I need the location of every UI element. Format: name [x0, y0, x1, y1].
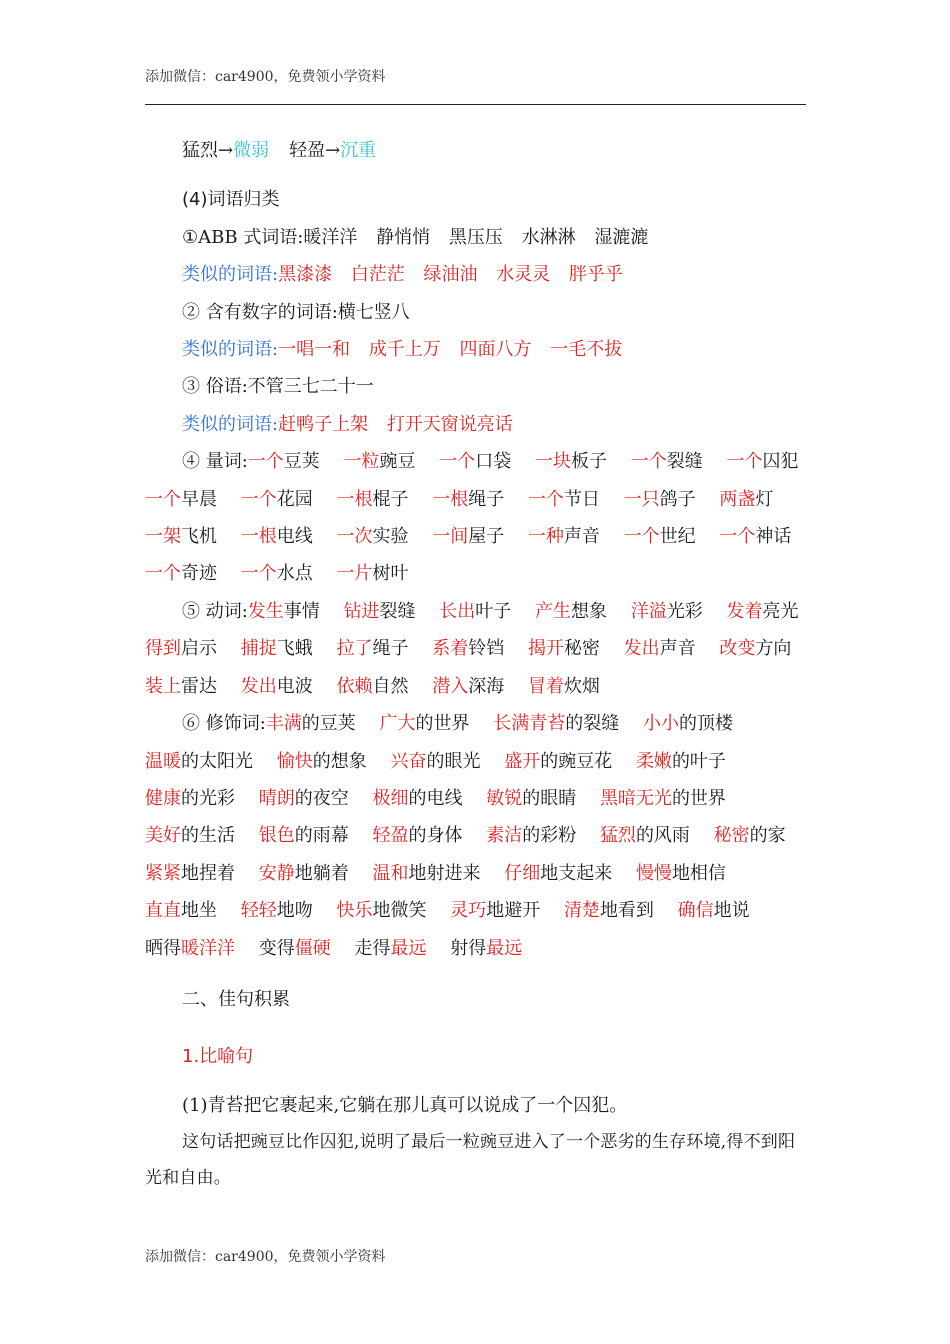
word: 四面八方 — [459, 339, 532, 361]
measure-highlight: 一个 — [240, 488, 277, 510]
verb-phrase — [145, 638, 217, 659]
modifier-highlight: 小小 — [643, 713, 679, 735]
header-note: 添加微信：car4900，免费领小学资料 — [145, 69, 386, 85]
verb-highlight: 发生 — [247, 600, 284, 622]
measure-highlight: 一个 — [527, 488, 564, 510]
measure-highlight: 一间 — [432, 526, 469, 548]
measure-phrase-text: 屋子 — [468, 526, 505, 548]
measure-highlight: 一个 — [240, 563, 277, 585]
modifier-highlight: 丰满 — [265, 713, 302, 735]
measure-phrase-text: 早晨 — [181, 488, 217, 510]
word: 白茫茫 — [350, 264, 405, 286]
measure-label: ④ 量词: — [182, 451, 248, 473]
measure-phrase-text: 囚犯 — [762, 451, 799, 473]
modifier-highlight: 愉快 — [276, 750, 313, 772]
verb-phrase-text: 秘密 — [563, 638, 600, 660]
modifier-phrase — [486, 825, 576, 846]
verb-phrase — [528, 638, 600, 659]
abb-line — [145, 219, 810, 256]
measure-phrase-text: 电线 — [276, 526, 313, 548]
verb-phrase-text: 自然 — [372, 675, 409, 697]
modifier-phrase-text: 的雨幕 — [294, 825, 349, 847]
modifier-phrase — [145, 788, 235, 809]
modifier-phrase — [600, 825, 690, 846]
modifier-highlight: 柔嫩 — [635, 750, 672, 772]
modifier-phrase-text: 的裂缝 — [565, 713, 620, 735]
measure-highlight: 一架 — [145, 526, 181, 548]
modifier-phrase-text: 的眼光 — [426, 750, 481, 772]
modifier-highlight: 紧紧 — [145, 862, 181, 884]
measure-paragraph — [145, 443, 810, 593]
antonym-answer: 沉重 — [340, 140, 377, 161]
verb-phrase-text: 光彩 — [666, 600, 703, 622]
modifier-phrase — [380, 713, 470, 734]
verb-phrase — [241, 676, 313, 697]
modifier-highlight: 晴朗 — [258, 787, 295, 809]
measure-phrase — [432, 526, 504, 547]
verb-phrase-text: 炊烟 — [563, 675, 600, 697]
word: 一毛不拔 — [550, 339, 623, 361]
verb-phrase-text: 想象 — [571, 600, 607, 622]
measure-phrase-text: 豆荚 — [283, 451, 320, 473]
verb-highlight: 产生 — [535, 600, 571, 622]
verb-highlight: 发出 — [623, 638, 660, 660]
modifier-phrase-text: 的豆荚 — [301, 713, 356, 735]
modifier-highlight: 确信 — [677, 900, 714, 922]
similar-label: 类似的词语: — [182, 264, 279, 286]
measure-phrase — [528, 526, 600, 547]
modifier-phrase — [145, 900, 217, 921]
modifier-phrase-text: 变得 — [258, 937, 295, 959]
verb-phrase — [726, 601, 798, 622]
verb-highlight: 揭开 — [527, 638, 564, 660]
numbers-line — [145, 294, 810, 331]
proverb-label: ③ 俗语: — [182, 376, 248, 398]
modifier-phrase-text: 的眼睛 — [522, 787, 577, 809]
header-divider — [145, 104, 806, 105]
word: 暖洋洋 — [303, 226, 358, 248]
modifier-phrase — [259, 825, 349, 846]
modifier-highlight: 美好 — [145, 825, 181, 847]
verb-phrase — [432, 676, 504, 697]
measure-phrase — [528, 489, 600, 510]
modifier-phrase — [493, 713, 619, 734]
measure-phrase-text: 灯 — [755, 488, 774, 510]
measure-highlight: 一个 — [719, 526, 756, 548]
verb-phrase — [336, 638, 408, 659]
antonym-answer: 微弱 — [233, 140, 270, 161]
verb-phrase-text: 亮光 — [762, 600, 799, 622]
proverb-line — [145, 368, 810, 405]
measure-phrase — [336, 489, 408, 510]
measure-highlight: 一根 — [240, 526, 277, 548]
verb-phrase — [336, 676, 408, 697]
antonym-line — [145, 132, 810, 169]
verb-highlight: 长出 — [439, 600, 476, 622]
modifier-phrase-text: 地支起来 — [540, 862, 613, 884]
modifier-phrase — [564, 900, 654, 921]
measure-highlight: 一根 — [336, 488, 373, 510]
modifier-phrase — [486, 788, 576, 809]
measure-highlight: 一次 — [336, 526, 373, 548]
measure-highlight: 一个 — [145, 563, 181, 585]
verbs-label: ⑤ 动词: — [182, 600, 248, 622]
verb-phrase — [439, 601, 511, 622]
antonym-word: 猛烈 — [182, 140, 218, 161]
word: 赶鸭子上架 — [278, 413, 369, 435]
modifier-highlight: 轻轻 — [240, 900, 277, 922]
modifier-phrase — [336, 900, 426, 921]
modifier-phrase — [504, 863, 612, 884]
measure-phrase-text: 节日 — [563, 488, 600, 510]
modifier-phrase-text: 地说 — [713, 900, 750, 922]
measure-phrase-text: 花园 — [276, 488, 313, 510]
measure-phrase — [726, 451, 798, 472]
measure-highlight: 一块 — [535, 451, 571, 473]
arrow: → — [218, 140, 234, 161]
verb-phrase-text: 裂缝 — [379, 600, 416, 622]
modifier-phrase-text: 的彩粉 — [522, 825, 577, 847]
modifier-phrase-text: 走得 — [354, 937, 391, 959]
measure-phrase-text: 世纪 — [659, 526, 696, 548]
modifier-highlight: 素洁 — [486, 825, 523, 847]
verb-phrase-text: 飞蛾 — [276, 638, 313, 660]
verb-phrase-text: 事情 — [283, 600, 320, 622]
modifier-phrase — [266, 713, 356, 734]
modifier-phrase-text: 射得 — [450, 937, 487, 959]
verb-highlight: 拉了 — [336, 638, 373, 660]
modifier-highlight: 秘密 — [713, 825, 750, 847]
modifier-phrase-text: 地吻 — [276, 900, 313, 922]
measure-phrase — [241, 526, 313, 547]
modifier-phrase-text: 的顶楼 — [679, 713, 733, 735]
simile-title: 1.比喻句 — [182, 1045, 254, 1067]
measure-phrase-text: 飞机 — [181, 526, 217, 548]
modifier-phrase — [714, 825, 786, 846]
word: 绿油油 — [423, 264, 478, 286]
measure-phrase-text: 水点 — [276, 563, 313, 585]
measure-phrase — [336, 526, 408, 547]
modifier-phrase-text: 的生活 — [181, 825, 235, 847]
measure-highlight: 一种 — [527, 526, 564, 548]
measure-phrase-text: 绳子 — [468, 488, 505, 510]
modifier-highlight: 最远 — [390, 937, 427, 959]
measure-phrase-text: 板子 — [571, 451, 607, 473]
modifier-phrase-text: 的叶子 — [671, 750, 726, 772]
verb-highlight: 冒着 — [527, 675, 564, 697]
modifier-highlight: 清楚 — [563, 900, 600, 922]
section-title: 二、佳句积累 — [182, 988, 290, 1010]
verb-phrase-text: 电波 — [276, 675, 313, 697]
modifiers-label: ⑥ 修饰词: — [182, 713, 266, 735]
modifier-highlight: 黑暗无光 — [599, 787, 672, 809]
modifier-phrase — [372, 825, 462, 846]
modifier-phrase-text: 的世界 — [415, 713, 470, 735]
measure-phrase — [145, 563, 217, 584]
modifier-phrase — [145, 938, 235, 959]
measure-phrase-text: 实验 — [372, 526, 409, 548]
modifier-phrase-text: 的夜空 — [294, 787, 349, 809]
measure-highlight: 一个 — [726, 451, 763, 473]
modifier-phrase-text: 地微笑 — [372, 900, 427, 922]
numbers-similar-line — [145, 331, 810, 368]
measure-phrase — [336, 563, 408, 584]
measure-phrase-text: 棍子 — [372, 488, 409, 510]
simile-sentence: (1)青苔把它裹起来,它躺在那儿真可以说成了一个囚犯。 — [182, 1094, 628, 1116]
verb-phrase — [145, 676, 217, 697]
modifier-highlight: 广大 — [379, 713, 416, 735]
word: 一唱一和 — [278, 339, 351, 361]
measure-highlight: 两盏 — [719, 488, 756, 510]
modifier-phrase-text: 的光彩 — [181, 787, 235, 809]
modifier-highlight: 暖洋洋 — [181, 937, 235, 959]
modifier-phrase-text: 晒得 — [145, 937, 181, 959]
measure-phrase — [241, 563, 313, 584]
similar-label: 类似的词语: — [182, 413, 279, 435]
verb-phrase — [344, 601, 416, 622]
measure-highlight: 一只 — [623, 488, 660, 510]
word: 成千上万 — [368, 339, 441, 361]
modifier-highlight: 长满青苔 — [493, 713, 566, 735]
word: 不管三七二十一 — [247, 376, 374, 398]
verb-highlight: 捕捉 — [240, 638, 277, 660]
modifier-phrase — [145, 825, 235, 846]
modifier-phrase — [372, 788, 462, 809]
verb-phrase — [624, 638, 696, 659]
measure-highlight: 一粒 — [343, 451, 380, 473]
modifier-phrase-text: 的世界 — [671, 787, 726, 809]
measure-phrase-text: 声音 — [563, 526, 600, 548]
verb-phrase — [528, 676, 600, 697]
modifier-phrase — [390, 751, 480, 772]
modifier-highlight: 僵硬 — [294, 937, 331, 959]
word: 横七竖八 — [337, 301, 410, 323]
modifier-phrase — [450, 900, 540, 921]
antonym-word: 轻盈 — [289, 140, 326, 161]
verbs-paragraph — [145, 593, 810, 705]
modifiers-paragraph — [145, 705, 810, 967]
measure-phrase — [719, 489, 773, 510]
modifier-highlight: 兴奋 — [390, 750, 427, 772]
proverb-similar-line — [145, 406, 810, 443]
measure-phrase — [535, 451, 607, 472]
measure-phrase — [248, 451, 320, 472]
modifier-highlight: 极细 — [372, 787, 409, 809]
modifier-phrase-text: 地射进来 — [408, 862, 481, 884]
measure-phrase — [719, 526, 791, 547]
measure-highlight: 一个 — [247, 451, 284, 473]
classify-title: (4)词语归类 — [182, 189, 280, 211]
modifier-phrase — [643, 713, 733, 734]
measure-phrase-text: 树叶 — [372, 563, 409, 585]
measure-phrase — [439, 451, 511, 472]
modifier-phrase — [678, 900, 750, 921]
verb-phrase-text: 铃铛 — [468, 638, 505, 660]
modifier-highlight: 盛开 — [504, 750, 541, 772]
modifier-phrase — [450, 938, 522, 959]
verb-highlight: 潜入 — [432, 675, 469, 697]
modifier-phrase-text: 地相信 — [671, 862, 726, 884]
modifier-phrase-text: 的豌豆花 — [540, 750, 613, 772]
verb-phrase — [631, 601, 703, 622]
modifier-highlight: 快乐 — [336, 900, 373, 922]
verb-highlight: 得到 — [145, 638, 181, 660]
verb-highlight: 发出 — [240, 675, 277, 697]
modifier-highlight: 灵巧 — [450, 900, 487, 922]
measure-phrase-text: 鸽子 — [659, 488, 696, 510]
modifier-phrase-text: 地坐 — [181, 900, 217, 922]
measure-phrase-text: 奇迹 — [181, 563, 217, 585]
modifier-highlight: 最远 — [486, 937, 523, 959]
content — [145, 132, 810, 1196]
verb-phrase-text: 叶子 — [475, 600, 512, 622]
modifier-highlight: 温暖 — [145, 750, 181, 772]
modifier-phrase-text: 的家 — [749, 825, 786, 847]
measure-phrase — [145, 526, 217, 547]
measure-phrase — [344, 451, 416, 472]
measure-phrase-text: 豌豆 — [379, 451, 416, 473]
measure-phrase — [432, 489, 504, 510]
measure-highlight: 一片 — [336, 563, 373, 585]
similar-label: 类似的词语: — [182, 339, 279, 361]
modifier-highlight: 仔细 — [504, 862, 541, 884]
verb-phrase — [248, 601, 320, 622]
measure-phrase-text: 神话 — [755, 526, 792, 548]
measure-phrase — [624, 526, 696, 547]
measure-phrase — [241, 489, 313, 510]
modifier-phrase-text: 的想象 — [312, 750, 367, 772]
word: 湿漉漉 — [594, 226, 649, 248]
verb-phrase-text: 绳子 — [372, 638, 409, 660]
modifier-highlight: 安静 — [258, 862, 295, 884]
modifier-phrase — [354, 938, 426, 959]
modifier-highlight: 直直 — [145, 900, 181, 922]
verb-highlight: 洋溢 — [630, 600, 667, 622]
verb-phrase — [535, 601, 607, 622]
modifier-phrase — [636, 751, 726, 772]
modifier-phrase — [636, 863, 726, 884]
measure-highlight: 一个 — [623, 526, 660, 548]
modifier-highlight: 慢慢 — [635, 862, 672, 884]
modifier-phrase — [145, 863, 235, 884]
verb-phrase-text: 启示 — [181, 638, 217, 660]
verb-highlight: 钻进 — [343, 600, 380, 622]
measure-highlight: 一个 — [439, 451, 476, 473]
modifier-highlight: 温和 — [372, 862, 409, 884]
modifier-phrase-text: 地捏着 — [181, 862, 235, 884]
word: 水灵灵 — [496, 264, 551, 286]
arrow: → — [325, 140, 341, 161]
modifier-phrase-text: 的身体 — [408, 825, 463, 847]
abb-similar-line — [145, 256, 810, 293]
verb-phrase — [432, 638, 504, 659]
modifier-phrase — [277, 751, 367, 772]
modifier-phrase-text: 地躺着 — [294, 862, 349, 884]
word: 打开天窗说亮话 — [386, 413, 513, 435]
modifier-phrase — [504, 751, 612, 772]
modifier-phrase-text: 的风雨 — [635, 825, 690, 847]
modifier-phrase — [600, 788, 726, 809]
word: 黑漆漆 — [278, 264, 333, 286]
modifier-phrase-text: 的太阳光 — [181, 750, 253, 772]
modifier-phrase — [259, 788, 349, 809]
verb-highlight: 依赖 — [336, 675, 373, 697]
verb-highlight: 发着 — [726, 600, 763, 622]
modifier-highlight: 银色 — [258, 825, 295, 847]
abb-label: ①ABB 式词语: — [182, 226, 304, 248]
footer-note: 添加微信：car4900，免费领小学资料 — [145, 1249, 386, 1265]
measure-highlight: 一个 — [145, 488, 181, 510]
verb-phrase-text: 雷达 — [181, 675, 217, 697]
verb-highlight: 系着 — [432, 638, 469, 660]
verb-highlight: 装上 — [145, 675, 181, 697]
verb-highlight: 改变 — [719, 638, 756, 660]
measure-phrase-text: 裂缝 — [666, 451, 703, 473]
modifier-phrase — [259, 938, 331, 959]
verb-phrase-text: 深海 — [468, 675, 505, 697]
measure-highlight: 一根 — [432, 488, 469, 510]
modifier-highlight: 猛烈 — [599, 825, 636, 847]
word: 静悄悄 — [376, 226, 431, 248]
verb-phrase — [241, 638, 313, 659]
modifier-phrase-text: 地避开 — [486, 900, 541, 922]
modifier-phrase — [259, 863, 349, 884]
measure-phrase — [624, 489, 696, 510]
measure-highlight: 一个 — [630, 451, 667, 473]
modifier-highlight: 健康 — [145, 787, 181, 809]
measure-phrase — [631, 451, 703, 472]
verb-phrase-text: 方向 — [755, 638, 792, 660]
verb-phrase — [719, 638, 791, 659]
numbers-label: ② 含有数字的词语: — [182, 301, 338, 323]
word: 黑压压 — [448, 226, 503, 248]
modifier-phrase-text: 地看到 — [599, 900, 654, 922]
modifier-highlight: 敏锐 — [486, 787, 523, 809]
modifier-phrase — [145, 751, 253, 772]
measure-phrase-text: 口袋 — [475, 451, 512, 473]
word: 水淋淋 — [521, 226, 576, 248]
modifier-phrase — [372, 863, 480, 884]
measure-phrase — [145, 489, 217, 510]
word: 胖乎乎 — [569, 264, 624, 286]
verb-phrase-text: 声音 — [659, 638, 696, 660]
modifier-phrase-text: 的电线 — [408, 787, 463, 809]
modifier-phrase — [241, 900, 313, 921]
simile-explanation: 这句话把豌豆比作囚犯,说明了最后一粒豌豆进入了一个恶劣的生存环境,得不到阳光和自由。 — [145, 1131, 796, 1188]
modifier-highlight: 轻盈 — [372, 825, 409, 847]
